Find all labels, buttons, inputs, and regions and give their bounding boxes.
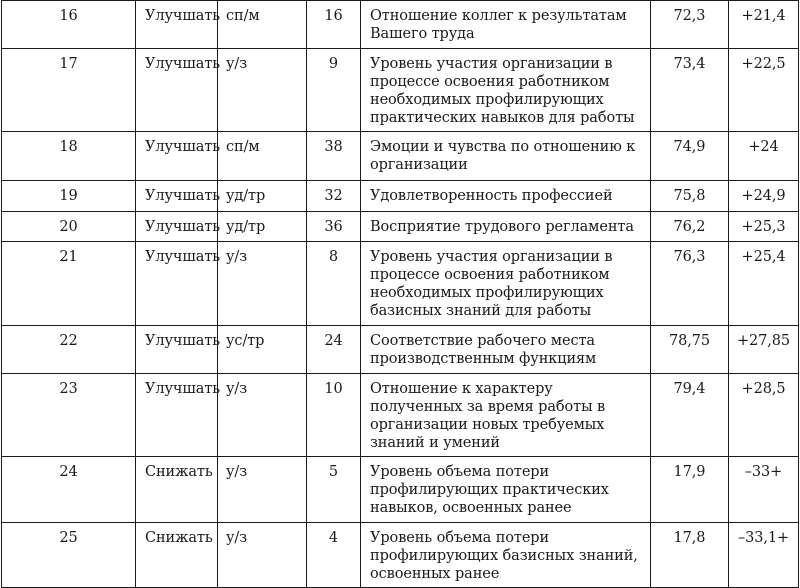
row-code: сп/м <box>218 1 307 49</box>
row-change: +24,9 <box>729 181 799 212</box>
row-description: Отношение коллег к результатам Вашего труда <box>361 1 651 49</box>
row-code: у/з <box>218 523 307 588</box>
table-row <box>2 374 799 457</box>
row-action: Улучшать <box>136 242 218 326</box>
table-row <box>2 457 799 523</box>
row-value: 73,4 <box>651 49 729 132</box>
row-action: Улучшать <box>136 181 218 212</box>
row-code: у/з <box>218 49 307 132</box>
row-description: Эмоции и чувства по отношению к организации <box>361 132 651 181</box>
row-code: у/з <box>218 457 307 523</box>
row-index: 16 <box>307 1 361 49</box>
row-code: уд/тр <box>218 212 307 242</box>
row-action: Улучшать <box>136 374 218 457</box>
table-row <box>2 242 799 326</box>
row-index: 8 <box>307 242 361 326</box>
table-row <box>2 212 799 242</box>
row-action: Улучшать <box>136 212 218 242</box>
row-change: +28,5 <box>729 374 799 457</box>
row-value: 75,8 <box>651 181 729 212</box>
table-row <box>2 326 799 374</box>
row-action: Снижать <box>136 523 218 588</box>
row-change: –33+ <box>729 457 799 523</box>
row-action: Снижать <box>136 457 218 523</box>
row-number: 18 <box>2 132 136 181</box>
row-action: Улучшать <box>136 132 218 181</box>
row-description: Отношение к характеру полученных за время работы в организации новых требуемых знаний и умений <box>361 374 651 457</box>
row-description: Уровень участия организации в процессе освоения работником необходимых профилирующих базисных знаний для работы <box>361 242 651 326</box>
row-change: +25,4 <box>729 242 799 326</box>
row-index: 38 <box>307 132 361 181</box>
row-code: уд/тр <box>218 181 307 212</box>
row-description: Соответствие рабочего места производственным функциям <box>361 326 651 374</box>
row-index: 32 <box>307 181 361 212</box>
row-value: 76,3 <box>651 242 729 326</box>
row-number: 21 <box>2 242 136 326</box>
row-number: 20 <box>2 212 136 242</box>
row-number: 17 <box>2 49 136 132</box>
table-row <box>2 132 799 181</box>
row-index: 10 <box>307 374 361 457</box>
row-description: Удовлетворенность профессией <box>361 181 651 212</box>
row-value: 17,9 <box>651 457 729 523</box>
table-row <box>2 1 799 49</box>
row-code: ус/тр <box>218 326 307 374</box>
row-change: +25,3 <box>729 212 799 242</box>
table-row <box>2 523 799 588</box>
row-number: 23 <box>2 374 136 457</box>
row-index: 4 <box>307 523 361 588</box>
row-code: сп/м <box>218 132 307 181</box>
row-description: Восприятие трудового регламента <box>361 212 651 242</box>
row-index: 36 <box>307 212 361 242</box>
row-number: 16 <box>2 1 136 49</box>
row-action: Улучшать <box>136 326 218 374</box>
row-description: Уровень объема потери профилирующих практических навыков, освоенных ранее <box>361 457 651 523</box>
row-code: у/з <box>218 242 307 326</box>
table-row <box>2 49 799 132</box>
row-number: 24 <box>2 457 136 523</box>
row-index: 5 <box>307 457 361 523</box>
row-number: 25 <box>2 523 136 588</box>
row-value: 17,8 <box>651 523 729 588</box>
row-value: 76,2 <box>651 212 729 242</box>
row-description: Уровень объема потери профилирующих базисных знаний, освоенных ранее <box>361 523 651 588</box>
row-change: +24 <box>729 132 799 181</box>
row-number: 22 <box>2 326 136 374</box>
row-value: 78,75 <box>651 326 729 374</box>
row-value: 74,9 <box>651 132 729 181</box>
row-action: Улучшать <box>136 1 218 49</box>
row-index: 9 <box>307 49 361 132</box>
row-change: +22,5 <box>729 49 799 132</box>
table-row <box>2 181 799 212</box>
row-description: Уровень участия организации в процессе освоения работником необходимых профилирующих практических навыков для работы <box>361 49 651 132</box>
row-code: у/з <box>218 374 307 457</box>
row-action: Улучшать <box>136 49 218 132</box>
data-table <box>1 0 799 588</box>
row-change: –33,1+ <box>729 523 799 588</box>
row-number: 19 <box>2 181 136 212</box>
row-change: +27,85 <box>729 326 799 374</box>
row-value: 72,3 <box>651 1 729 49</box>
row-value: 79,4 <box>651 374 729 457</box>
row-index: 24 <box>307 326 361 374</box>
row-change: +21,4 <box>729 1 799 49</box>
